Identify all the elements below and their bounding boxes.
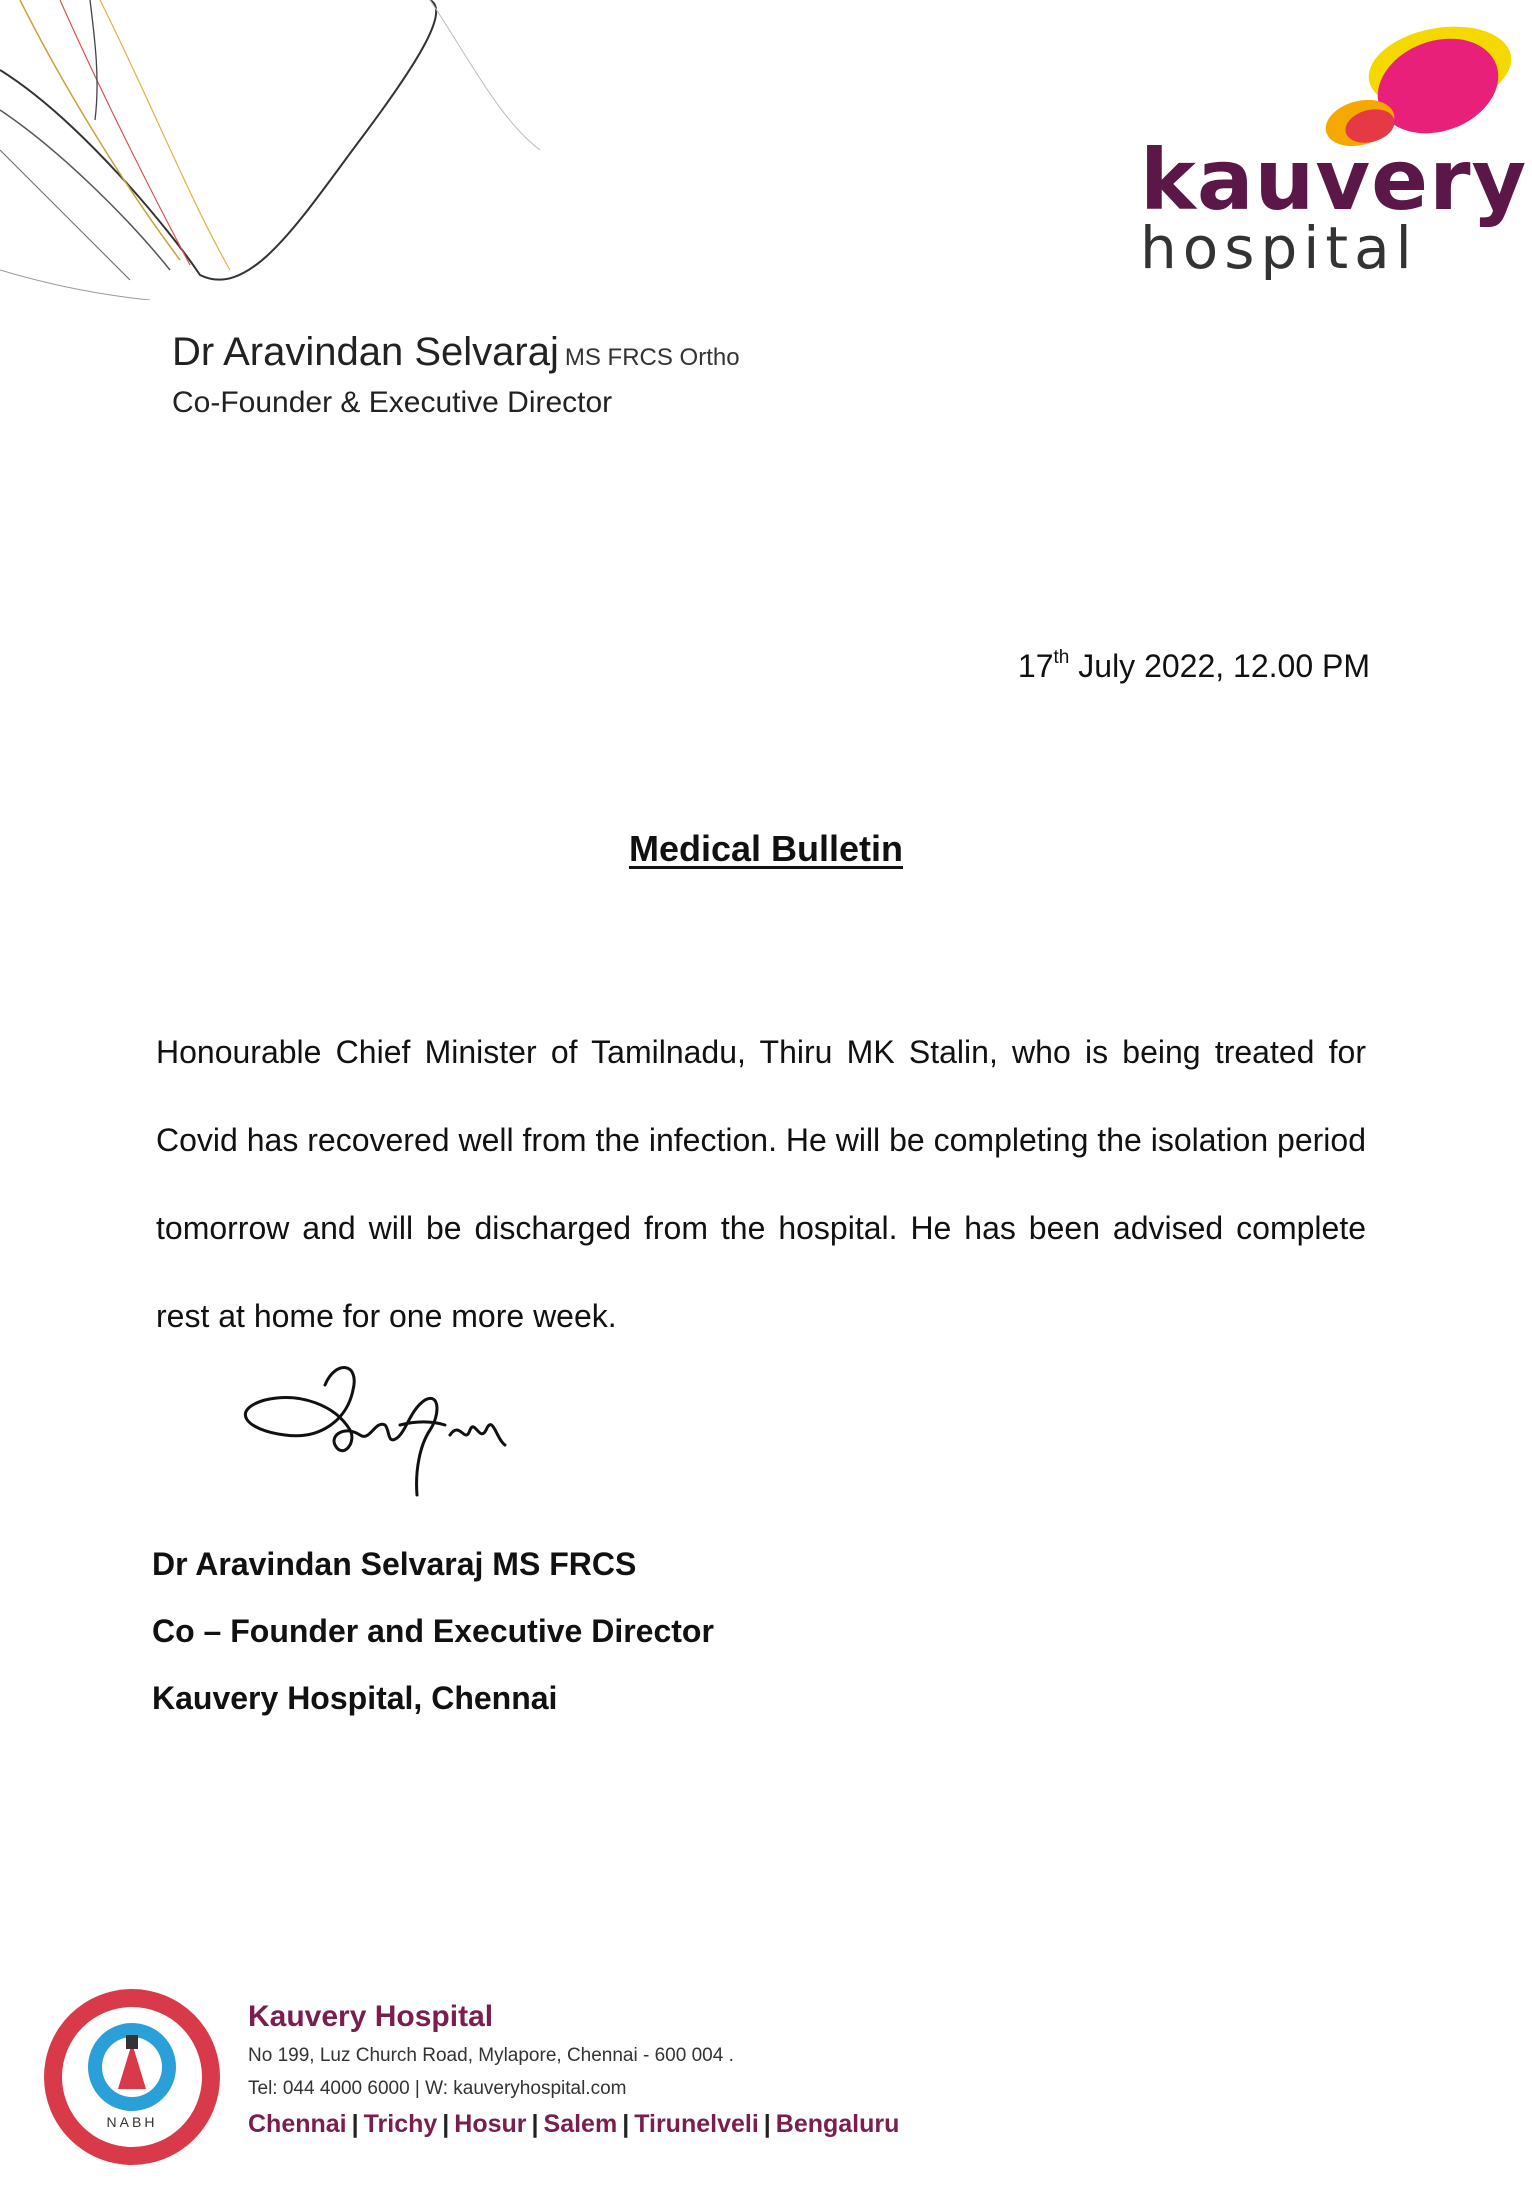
date-rest: July 2022, 12.00 PM [1069,648,1370,684]
signatory-organization: Kauvery Hospital, Chennai [152,1680,558,1716]
footer-cities: Chennai | Trichy | Hosur | Salem | Tirunelveli | Bengaluru [248,2110,900,2138]
seal-label: NABH [106,2114,158,2130]
signatory-name: Dr Aravindan Selvaraj MS FRCS [152,1546,637,1582]
footer-contact: Tel: 044 4000 6000 | W: kauveryhospital.com [248,2078,627,2099]
footer-organization: Kauvery Hospital [248,2000,494,2033]
footer-city: Trichy [363,2110,438,2138]
footer-city: Salem [543,2110,618,2138]
bulletin-body: Honourable Chief Minister of Tamilnadu, Thiru MK Stalin, who is being treated for Covid has recovered well from the infection. He will be completing the isolation period tomorrow and will be discharged from the hospital. He has been advised complete rest at home for one more week. [156,1034,1366,1334]
footer-city: Hosur [454,2110,527,2138]
kauvery-wordmark [1140,131,1528,282]
date-ordinal: th [1053,647,1070,668]
signatory-role: Co – Founder and Executive Director [152,1613,714,1649]
logo-word-hospital: hospital [1140,214,1418,282]
footer-address: No 199, Luz Church Road, Mylapore, Chennai - 600 004 . [248,2045,734,2066]
date-day: 17 [1017,648,1054,684]
letterhead-name-text: Dr Aravindan Selvaraj [172,330,559,374]
bulletin-title: Medical Bulletin [628,828,904,869]
footer-city: Chennai [248,2110,347,2138]
letterhead-role: Co-Founder & Executive Director [172,386,613,419]
footer-city: Bengaluru [775,2110,900,2138]
bulletin-date [770,648,1370,685]
handwritten-signature [225,1350,525,1550]
nabh-seal-icon [40,1985,225,2170]
letterhead-name [172,330,740,375]
logo-word-kauvery: kauvery [1140,131,1528,229]
footer-city: Tirunelveli [634,2110,759,2138]
letterhead-credentials: MS FRCS Ortho [564,344,740,371]
decorative-swirl [0,0,540,300]
